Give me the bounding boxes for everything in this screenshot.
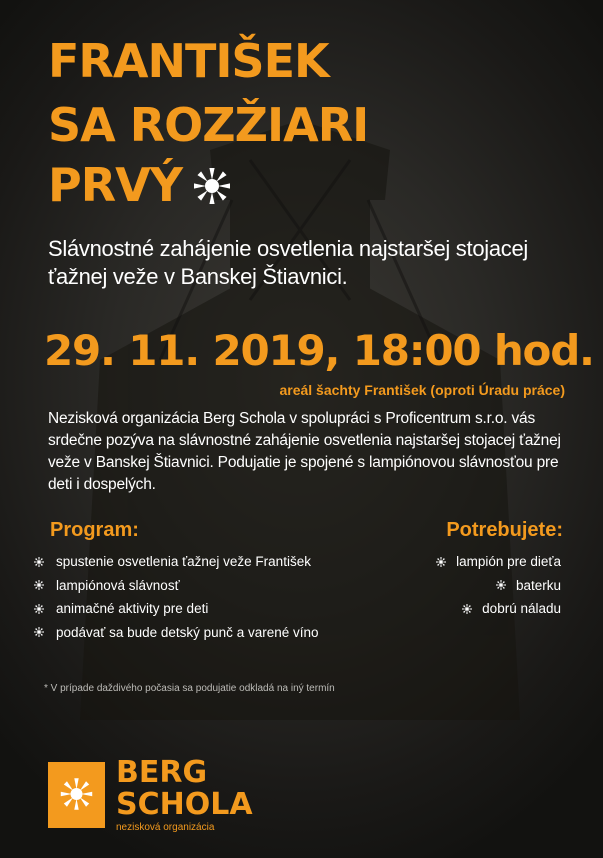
list-item	[436, 597, 561, 621]
list-item	[34, 550, 319, 574]
title-line-2: SA ROZŽIARI	[48, 98, 369, 152]
program-item-label: spustenie osvetlenia ťažnej veže František	[56, 554, 311, 569]
footnote: * V prípade daždivého počasia sa podujatie odkladá na iný termín	[44, 683, 335, 694]
needs-item-label: lampión pre dieťa	[456, 554, 561, 569]
intro-text: Nezisková organizácia Berg Schola v spolupráci s Proficentrum s.r.o. vás srdečne pozýva na slávnostné zahájenie osvetlenia najstaršej stojacej ťažnej veže v Banskej Štiavnici. Podujatie je spojené s lampiónovou slávnosťou pre deti i dospelých.	[48, 410, 561, 493]
logo-tagline: nezisková organizácia	[116, 822, 215, 833]
list-item	[34, 597, 319, 621]
star-bullet-icon	[462, 604, 472, 614]
title-line-1: FRANTIŠEK	[48, 34, 329, 88]
needs-item-label: baterku	[515, 577, 561, 593]
program-heading: Program:	[50, 519, 139, 541]
logo-word-schola: SCHOLA	[116, 787, 253, 822]
title-line-3: PRVÝ	[48, 158, 183, 212]
needs-list	[436, 550, 561, 621]
program-list	[34, 550, 319, 644]
program-item-label: podávať sa bude detský punč a varené víno	[56, 624, 319, 640]
star-bullet-icon	[496, 580, 506, 590]
needs-heading: Potrebujete:	[446, 519, 563, 541]
list-item	[436, 550, 561, 574]
needs-item-label: dobrú náladu	[482, 601, 561, 616]
logo-mark	[48, 762, 105, 828]
event-place: areál šachty František (oproti Úradu práce)	[279, 382, 565, 398]
list-item	[436, 574, 561, 598]
star-bullet-icon	[34, 627, 44, 637]
logo-word-berg: BERG	[116, 755, 208, 790]
program-item-label: animačné aktivity pre deti	[56, 601, 209, 616]
event-date: 29. 11. 2019, 18:00 hod.	[44, 326, 594, 375]
list-item	[34, 574, 319, 598]
subtitle: Slávnostné zahájenie osvetlenia najstaršej stojacej ťažnej veže v Banskej Štiavnici.	[48, 236, 529, 289]
logo-star-icon	[58, 774, 95, 814]
list-item	[34, 621, 319, 645]
star-bullet-icon	[436, 557, 446, 567]
program-item-label: lampiónová slávnosť	[56, 577, 180, 593]
star-bullet-icon	[34, 557, 44, 567]
star-bullet-icon	[34, 580, 44, 590]
star-bullet-icon	[34, 604, 44, 614]
star-icon	[192, 166, 232, 206]
